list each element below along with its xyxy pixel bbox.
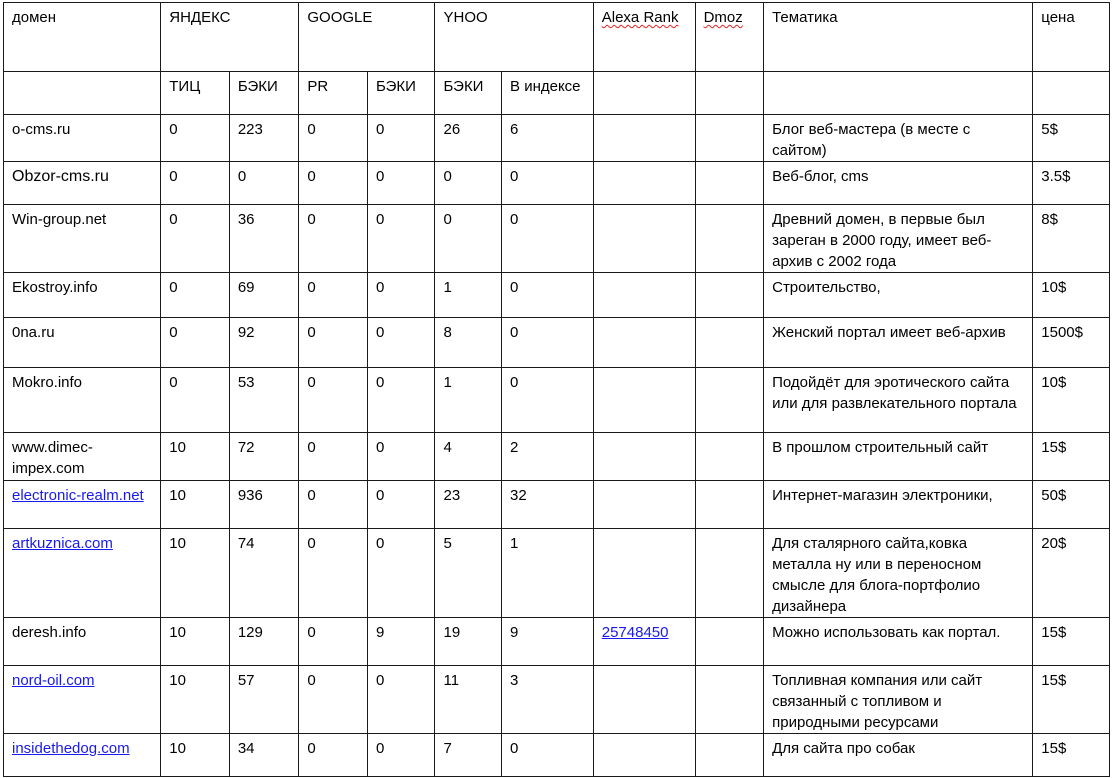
indexed-cell: 0 bbox=[502, 205, 594, 273]
yahoo-backs-cell: 11 bbox=[435, 666, 502, 734]
dmoz-cell bbox=[695, 318, 764, 368]
domain-cell[interactable] bbox=[4, 666, 161, 734]
domain-cell[interactable] bbox=[4, 481, 161, 529]
header-row bbox=[4, 3, 1110, 72]
table-row bbox=[4, 115, 1110, 162]
price-cell: 10$ bbox=[1033, 273, 1110, 318]
indexed-cell: 0 bbox=[502, 734, 594, 777]
dmoz-cell bbox=[695, 618, 764, 666]
indexed-cell: 0 bbox=[502, 368, 594, 433]
table-row bbox=[4, 618, 1110, 666]
subheader-domain-empty bbox=[4, 72, 161, 115]
yahoo-backs-cell: 7 bbox=[435, 734, 502, 777]
yandex-backs-cell: 57 bbox=[229, 666, 299, 734]
tic-cell: 0 bbox=[161, 205, 230, 273]
table-row bbox=[4, 529, 1110, 618]
domain-cell: Ekostroy.info bbox=[4, 273, 161, 318]
price-cell: 1500$ bbox=[1033, 318, 1110, 368]
table-row bbox=[4, 162, 1110, 205]
google-backs-cell: 0 bbox=[367, 273, 435, 318]
subheader-google-backs: БЭКИ bbox=[367, 72, 435, 115]
google-backs-cell: 0 bbox=[367, 529, 435, 618]
google-backs-cell: 0 bbox=[367, 162, 435, 205]
yahoo-backs-cell: 5 bbox=[435, 529, 502, 618]
dmoz-cell bbox=[695, 205, 764, 273]
tic-cell: 10 bbox=[161, 433, 230, 481]
subheader-dmoz-empty bbox=[695, 72, 764, 115]
tic-cell: 0 bbox=[161, 273, 230, 318]
indexed-cell: 2 bbox=[502, 433, 594, 481]
table-row bbox=[4, 481, 1110, 529]
table-row bbox=[4, 734, 1110, 777]
yahoo-backs-cell: 23 bbox=[435, 481, 502, 529]
subheader-yandex-backs: БЭКИ bbox=[229, 72, 299, 115]
price-cell: 5$ bbox=[1033, 115, 1110, 162]
domain-cell: Win-group.net bbox=[4, 205, 161, 273]
topic-cell: Подойдёт для эротического сайта или для развлекательного портала bbox=[764, 368, 1033, 433]
tic-cell: 0 bbox=[161, 368, 230, 433]
header-dmoz: Dmoz bbox=[695, 3, 764, 72]
table-row bbox=[4, 368, 1110, 433]
subheader-topic-empty bbox=[764, 72, 1033, 115]
domain-link[interactable]: artkuznica.com bbox=[12, 535, 113, 552]
dmoz-cell bbox=[695, 273, 764, 318]
header-price: цена bbox=[1033, 3, 1110, 72]
domain-link[interactable]: electronic-realm.net bbox=[12, 487, 144, 504]
pr-cell: 0 bbox=[299, 618, 368, 666]
tic-cell: 10 bbox=[161, 734, 230, 777]
yandex-backs-cell: 0 bbox=[229, 162, 299, 205]
domain-link[interactable]: nord-oil.com bbox=[12, 672, 95, 689]
price-cell: 15$ bbox=[1033, 618, 1110, 666]
yandex-backs-cell: 69 bbox=[229, 273, 299, 318]
alexa-cell bbox=[593, 273, 695, 318]
header-google: GOOGLE bbox=[299, 3, 435, 72]
pr-cell: 0 bbox=[299, 205, 368, 273]
header-yahoo: YHOO bbox=[435, 3, 593, 72]
tic-cell: 10 bbox=[161, 666, 230, 734]
indexed-cell: 1 bbox=[502, 529, 594, 618]
indexed-cell: 6 bbox=[502, 115, 594, 162]
yandex-backs-cell: 74 bbox=[229, 529, 299, 618]
domain-link[interactable]: insidethedog.com bbox=[12, 740, 130, 757]
google-backs-cell: 0 bbox=[367, 115, 435, 162]
alexa-cell[interactable] bbox=[593, 618, 695, 666]
dmoz-cell bbox=[695, 481, 764, 529]
domain-cell: o-cms.ru bbox=[4, 115, 161, 162]
table-row bbox=[4, 433, 1110, 481]
price-cell: 20$ bbox=[1033, 529, 1110, 618]
subheader-row bbox=[4, 72, 1110, 115]
yahoo-backs-cell: 1 bbox=[435, 273, 502, 318]
yahoo-backs-cell: 26 bbox=[435, 115, 502, 162]
pr-cell: 0 bbox=[299, 481, 368, 529]
google-backs-cell: 0 bbox=[367, 666, 435, 734]
alexa-cell bbox=[593, 115, 695, 162]
yahoo-backs-cell: 1 bbox=[435, 368, 502, 433]
yandex-backs-cell: 36 bbox=[229, 205, 299, 273]
table-row bbox=[4, 273, 1110, 318]
indexed-cell: 32 bbox=[502, 481, 594, 529]
pr-cell: 0 bbox=[299, 162, 368, 205]
header-topic: Тематика bbox=[764, 3, 1033, 72]
topic-cell: Для сайта про собак bbox=[764, 734, 1033, 777]
table-row bbox=[4, 205, 1110, 273]
google-backs-cell: 0 bbox=[367, 481, 435, 529]
topic-cell: Веб-блог, cms bbox=[764, 162, 1033, 205]
domain-cell[interactable] bbox=[4, 734, 161, 777]
yandex-backs-cell: 223 bbox=[229, 115, 299, 162]
tic-cell: 10 bbox=[161, 618, 230, 666]
domain-cell: Mokro.info bbox=[4, 368, 161, 433]
indexed-cell: 0 bbox=[502, 318, 594, 368]
topic-cell: Древний домен, в первые был зареган в 2000 году, имеет веб-архив с 2002 года bbox=[764, 205, 1033, 273]
alexa-cell bbox=[593, 481, 695, 529]
table-row bbox=[4, 318, 1110, 368]
alexa-cell bbox=[593, 666, 695, 734]
subheader-yahoo-backs: БЭКИ bbox=[435, 72, 502, 115]
google-backs-cell: 0 bbox=[367, 734, 435, 777]
pr-cell: 0 bbox=[299, 368, 368, 433]
subheader-pr: PR bbox=[299, 72, 368, 115]
dmoz-cell bbox=[695, 433, 764, 481]
domains-table bbox=[3, 2, 1110, 777]
dmoz-cell bbox=[695, 162, 764, 205]
domain-cell: 0na.ru bbox=[4, 318, 161, 368]
pr-cell: 0 bbox=[299, 734, 368, 777]
price-cell: 15$ bbox=[1033, 734, 1110, 777]
yahoo-backs-cell: 0 bbox=[435, 162, 502, 205]
domain-cell[interactable] bbox=[4, 529, 161, 618]
dmoz-cell bbox=[695, 734, 764, 777]
alexa-cell bbox=[593, 368, 695, 433]
alexa-cell bbox=[593, 734, 695, 777]
price-cell: 15$ bbox=[1033, 433, 1110, 481]
domain-cell: deresh.info bbox=[4, 618, 161, 666]
pr-cell: 0 bbox=[299, 433, 368, 481]
google-backs-cell: 0 bbox=[367, 205, 435, 273]
dmoz-cell bbox=[695, 666, 764, 734]
domain-cell: Obzor-cms.ru bbox=[4, 162, 161, 205]
topic-cell: Строительство, bbox=[764, 273, 1033, 318]
tic-cell: 10 bbox=[161, 529, 230, 618]
domain-cell: www.dimec-impex.com bbox=[4, 433, 161, 481]
price-cell: 15$ bbox=[1033, 666, 1110, 734]
topic-cell: Топливная компания или сайт связанный с топливом и природными ресурсами bbox=[764, 666, 1033, 734]
dmoz-cell bbox=[695, 529, 764, 618]
yahoo-backs-cell: 8 bbox=[435, 318, 502, 368]
table-row bbox=[4, 666, 1110, 734]
indexed-cell: 9 bbox=[502, 618, 594, 666]
google-backs-cell: 0 bbox=[367, 318, 435, 368]
subheader-alexa-empty bbox=[593, 72, 695, 115]
google-backs-cell: 0 bbox=[367, 368, 435, 433]
topic-cell: В прошлом строительный сайт bbox=[764, 433, 1033, 481]
subheader-tic: ТИЦ bbox=[161, 72, 230, 115]
tic-cell: 0 bbox=[161, 162, 230, 205]
alexa-cell bbox=[593, 529, 695, 618]
header-yandex: ЯНДЕКС bbox=[161, 3, 299, 72]
topic-cell: Интернет-магазин электроники, bbox=[764, 481, 1033, 529]
yandex-backs-cell: 936 bbox=[229, 481, 299, 529]
indexed-cell: 3 bbox=[502, 666, 594, 734]
alexa-cell bbox=[593, 318, 695, 368]
alexa-cell bbox=[593, 433, 695, 481]
pr-cell: 0 bbox=[299, 115, 368, 162]
header-alexa: Alexa Rank bbox=[593, 3, 695, 72]
pr-cell: 0 bbox=[299, 273, 368, 318]
yahoo-backs-cell: 4 bbox=[435, 433, 502, 481]
yandex-backs-cell: 72 bbox=[229, 433, 299, 481]
indexed-cell: 0 bbox=[502, 162, 594, 205]
alexa-cell bbox=[593, 162, 695, 205]
price-cell: 8$ bbox=[1033, 205, 1110, 273]
yahoo-backs-cell: 0 bbox=[435, 205, 502, 273]
yandex-backs-cell: 129 bbox=[229, 618, 299, 666]
subheader-indexed: В индексе bbox=[502, 72, 594, 115]
pr-cell: 0 bbox=[299, 529, 368, 618]
yandex-backs-cell: 34 bbox=[229, 734, 299, 777]
yahoo-backs-cell: 19 bbox=[435, 618, 502, 666]
tic-cell: 0 bbox=[161, 115, 230, 162]
header-domain: домен bbox=[4, 3, 161, 72]
google-backs-cell: 9 bbox=[367, 618, 435, 666]
topic-cell: Женский портал имеет веб-архив bbox=[764, 318, 1033, 368]
dmoz-cell bbox=[695, 115, 764, 162]
alexa-rank-link[interactable]: 25748450 bbox=[601, 624, 669, 641]
yandex-backs-cell: 53 bbox=[229, 368, 299, 433]
indexed-cell: 0 bbox=[502, 273, 594, 318]
alexa-cell bbox=[593, 205, 695, 273]
topic-cell: Блог веб-мастера (в месте с сайтом) bbox=[764, 115, 1033, 162]
tic-cell: 0 bbox=[161, 318, 230, 368]
subheader-price-empty bbox=[1033, 72, 1110, 115]
topic-cell: Можно использовать как портал. bbox=[764, 618, 1033, 666]
pr-cell: 0 bbox=[299, 666, 368, 734]
tic-cell: 10 bbox=[161, 481, 230, 529]
dmoz-cell bbox=[695, 368, 764, 433]
topic-cell: Для сталярного сайта,ковка металла ну или в переносном смысле для блога-портфолио дизайнера bbox=[764, 529, 1033, 618]
price-cell: 50$ bbox=[1033, 481, 1110, 529]
yandex-backs-cell: 92 bbox=[229, 318, 299, 368]
price-cell: 10$ bbox=[1033, 368, 1110, 433]
price-cell: 3.5$ bbox=[1033, 162, 1110, 205]
pr-cell: 0 bbox=[299, 318, 368, 368]
google-backs-cell: 0 bbox=[367, 433, 435, 481]
